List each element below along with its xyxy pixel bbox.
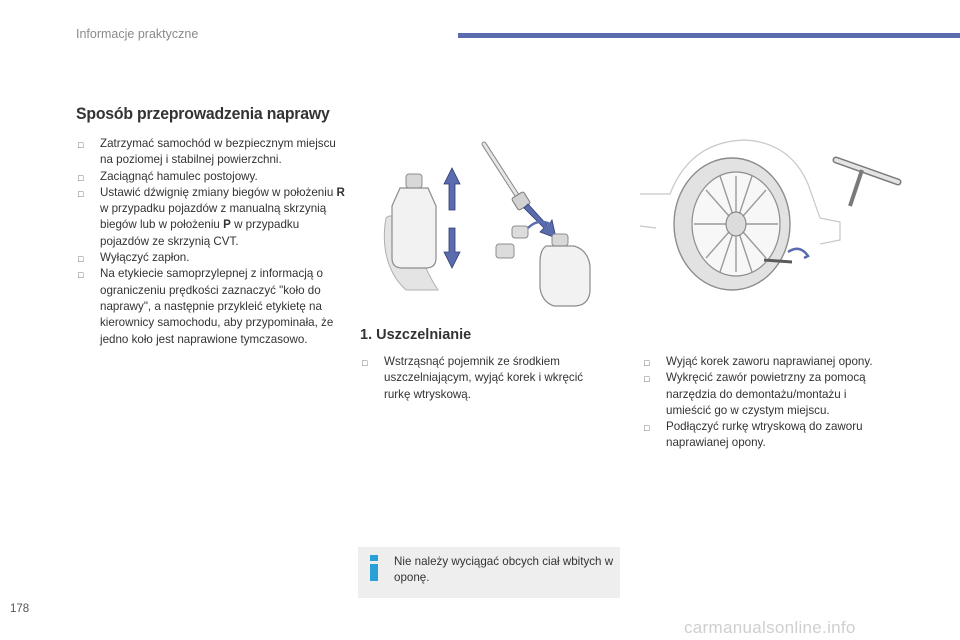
list-item bbox=[362, 354, 612, 403]
sealant-bottle-illustration bbox=[378, 140, 628, 312]
checkbox-icon: □ bbox=[78, 172, 84, 183]
list-item bbox=[644, 370, 894, 419]
list-item bbox=[78, 266, 346, 347]
gear-p-label: P bbox=[223, 218, 231, 232]
step-text: Zatrzymać samochód w bezpiecznym miejscu na poziomej i stabilnej powierzchni. bbox=[100, 137, 336, 167]
checkbox-icon: □ bbox=[644, 423, 650, 434]
list-item bbox=[78, 136, 346, 169]
step-text: Wykręcić zawór powietrzny za pomocą narzędzia do demontażu/montażu i umieścić go w czystym miejscu. bbox=[666, 371, 866, 417]
wheel-valve-tool-illustration bbox=[640, 136, 906, 292]
info-icon bbox=[368, 555, 380, 583]
list-item bbox=[644, 419, 894, 452]
step-text: Wyjąć korek zaworu naprawianej opony. bbox=[666, 355, 873, 368]
checkbox-icon: □ bbox=[78, 270, 84, 281]
list-item bbox=[78, 185, 346, 250]
step-text: Zaciągnąć hamulec postojowy. bbox=[100, 169, 258, 183]
page-number: 178 bbox=[10, 603, 30, 615]
checkbox-icon: □ bbox=[644, 358, 650, 368]
step-text-post: w przypadku pojazdów ze skrzynią CVT. bbox=[100, 218, 300, 248]
checkbox-icon: □ bbox=[362, 358, 368, 368]
checkbox-icon: □ bbox=[78, 140, 84, 150]
checkbox-icon: □ bbox=[78, 254, 84, 265]
checkbox-icon: □ bbox=[78, 188, 84, 199]
steps-list-left bbox=[78, 136, 346, 348]
step-text-mid: w przypadku pojazdów z manualną skrzynią biegów lub w położeniu bbox=[100, 202, 327, 232]
step-text: Na etykiecie samoprzylepnej z informacją o ograniczeniu prędkości zaznaczyć "koło do naprawy", a następnie przykleić etykietę na kierownicy samochodu, aby przypominała, że jedno koło jest naprawione tymczasowo. bbox=[100, 267, 334, 346]
step-text: Wstrząsnąć pojemnik ze środkiem uszczelniającym, wyjąć korek i wkręcić rurkę wtryskową. bbox=[384, 355, 584, 401]
steps-list-right bbox=[644, 354, 894, 452]
header-title: Informacje praktyczne bbox=[76, 27, 199, 41]
gear-r-label: R bbox=[336, 185, 345, 199]
step-text-pre: Ustawić dźwignię zmiany biegów w położeniu bbox=[100, 185, 337, 199]
header-accent-bar bbox=[458, 33, 960, 38]
list-item bbox=[78, 169, 346, 185]
info-box bbox=[358, 547, 620, 598]
step-text: Wyłączyć zapłon. bbox=[100, 251, 190, 265]
watermark: carmanualsonline.info bbox=[684, 618, 856, 637]
info-text: Nie należy wyciągać obcych ciał wbitych w oponę. bbox=[394, 555, 614, 585]
subsection-title: 1. Uszczelnianie bbox=[360, 327, 472, 343]
steps-list-middle bbox=[362, 354, 612, 403]
list-item bbox=[78, 250, 346, 266]
checkbox-icon: □ bbox=[644, 374, 650, 385]
step-text: Podłączyć rurkę wtryskową do zaworu naprawianej opony. bbox=[666, 420, 863, 450]
section-title: Sposób przeprowadzenia naprawy bbox=[76, 104, 330, 123]
list-item bbox=[644, 354, 894, 370]
